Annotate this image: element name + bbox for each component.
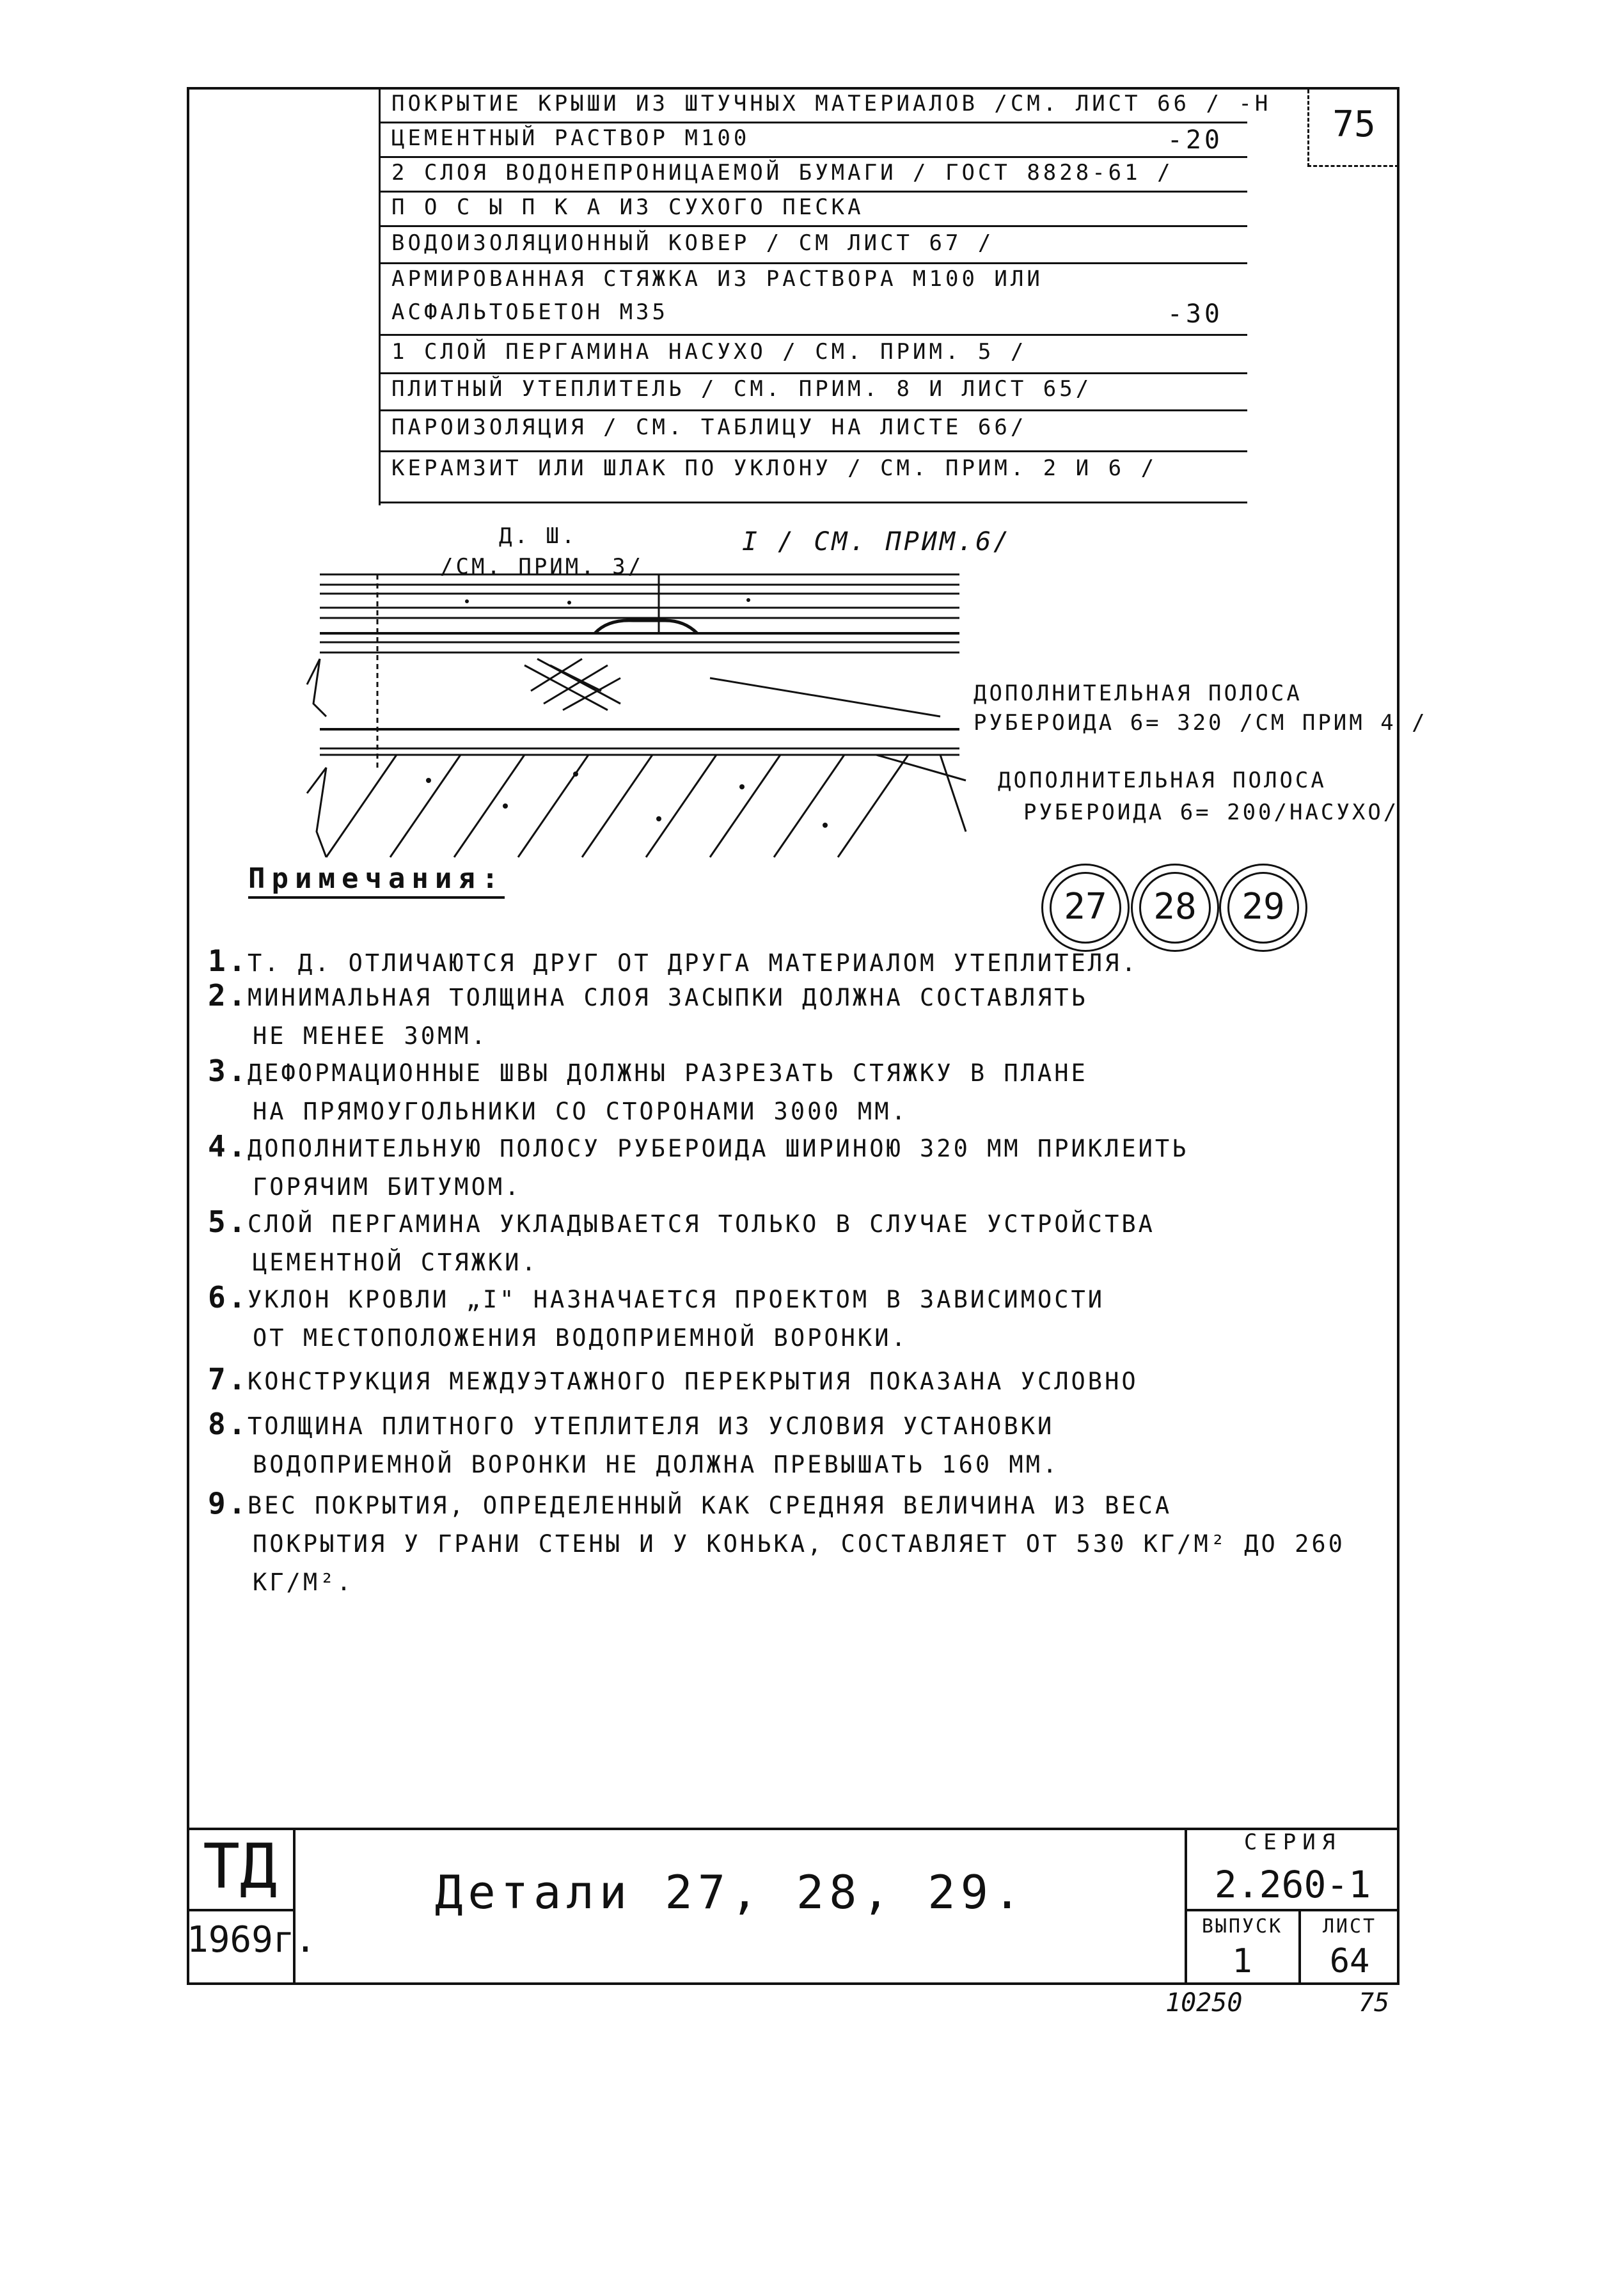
title-block-rule [1185,1909,1399,1911]
layer-item [391,415,1027,440]
layer-item [391,230,994,256]
layer-item [391,266,1043,292]
layer-thickness: -20 [1167,125,1223,155]
note-line: ОТ МЕСТОПОЛОЖЕНИЯ ВОДОПРИЕМНОЙ ВОРОНКИ. [253,1324,908,1352]
callout-strip-1-line2: РУБЕРОИДА 6= 320 /СМ ПРИМ 4 / [974,710,1428,736]
sheet-label: ЛИСТ [1322,1915,1377,1938]
layer-divider [380,450,1247,452]
detail-number: 28 [1139,872,1211,944]
note-line: КОНСТРУКЦИЯ МЕЖДУЭТАЖНОГО ПЕРЕКРЫТИЯ ПОКАЗАНА УСЛОВНО [248,1368,1139,1395]
layer-item [391,339,1027,365]
layer-item [391,299,1223,329]
layer-text: ПОКРЫТИЕ КРЫШИ ИЗ ШТУЧНЫХ МАТЕРИАЛОВ /СМ. ЛИСТ 66 / - [391,91,1255,116]
year: 1969г. [187,1919,317,1961]
layer-text: ПЛИТНЫЙ УТЕПЛИТЕЛЬ / СМ. ПРИМ. 8 И ЛИСТ 65/ [391,376,1092,402]
note-item [208,1203,1385,1282]
note-line: ТОЛЩИНА ПЛИТНОГО УТЕПЛИТЕЛЯ ИЗ УСЛОВИЯ УСТАНОВКИ [248,1412,1055,1440]
page-number: 75 [1307,90,1399,167]
label-dsh: Д. Ш. [499,523,578,549]
layer-item [391,160,1174,186]
series-value: 2.260-1 [1214,1863,1371,1906]
issue-value: 1 [1232,1942,1252,1980]
note-line: ГОРЯЧИМ БИТУМОМ. [253,1173,522,1201]
detail-number: 27 [1050,872,1121,944]
layer-text: 2 СЛОЯ ВОДОНЕПРОНИЦАЕМОЙ БУМАГИ / ГОСТ 8828-61 / [391,160,1174,186]
callout-strip-2-line2: РУБЕРОИДА 6= 200/НАСУХО/ [1023,800,1399,825]
note-item [208,1278,1385,1357]
layer-text: ВОДОИЗОЛЯЦИОННЫЙ КОВЕР / СМ ЛИСТ 67 / [391,230,995,256]
note-line: МИНИМАЛЬНАЯ ТОЛЩИНА СЛОЯ ЗАСЫПКИ ДОЛЖНА СОСТАВЛЯТЬ [248,984,1088,1011]
layer-text: ПАРОИЗОЛЯЦИЯ / СМ. ТАБЛИЦУ НА ЛИСТЕ 66/ [391,415,1027,440]
title-block-rule [187,1909,293,1911]
layer-text: КЕРАМЗИТ ИЛИ ШЛАК ПО УКЛОНУ / СМ. ПРИМ. 2 И 6 / [391,455,1158,481]
detail-number: 29 [1227,872,1299,944]
layer-text: ЦЕМЕНТНЫЙ РАСТВОР М100 [391,125,750,151]
section-svg [301,563,972,870]
label-slope: I / СМ. ПРИМ.6/ [742,527,1012,557]
note-number: 8. [208,1407,249,1441]
layer-divider [380,225,1247,227]
note-line: СЛОЙ ПЕРГАМИНА УКЛАДЫВАЕТСЯ ТОЛЬКО В СЛУЧАЕ УСТРОЙСТВА [248,1210,1155,1238]
layer-item [391,376,1092,402]
note-line: ВЕС ПОКРЫТИЯ, ОПРЕДЕЛЕННЫЙ КАК СРЕДНЯЯ ВЕЛИЧИНА ИЗ ВЕСА [248,1492,1172,1519]
layer-text: 1 СЛОЙ ПЕРГАМИНА НАСУХО / СМ. ПРИМ. 5 / [391,339,1027,365]
note-number: 9. [208,1486,249,1521]
note-number: 5. [208,1205,249,1239]
note-item [208,1405,1385,1484]
callout-strip-2-line1: ДОПОЛНИТЕЛЬНАЯ ПОЛОСА [998,768,1327,793]
callout-strip-1-line1: ДОПОЛНИТЕЛЬНАЯ ПОЛОСА [974,681,1302,706]
note-item [208,1127,1385,1206]
org-mark: ТД [203,1831,277,1902]
notes-title: Примечания: [248,862,505,899]
note-line: ДОПОЛНИТЕЛЬНУЮ ПОЛОСУ РУБЕРОИДА ШИРИНОЮ 320 ММ ПРИКЛЕИТЬ [248,1135,1189,1162]
layer-text: АСФАЛЬТОБЕТОН М35 [391,299,668,325]
title-block-divider [293,1828,296,1985]
detail-marker [1131,864,1219,952]
note-number: 1. [208,944,249,978]
layer-item [391,455,1157,481]
layer-divider [380,191,1247,193]
layer-divider [380,334,1247,336]
note-line: ДЕФОРМАЦИОННЫЕ ШВЫ ДОЛЖНЫ РАЗРЕЗАТЬ СТЯЖКУ В ПЛАНЕ [248,1059,1088,1087]
detail-marker [1041,864,1130,952]
note-number: 4. [208,1129,249,1164]
layer-divider [380,409,1247,411]
note-item [208,976,1385,1055]
layer-divider [380,262,1247,264]
issue-label: ВЫПУСК [1201,1915,1283,1938]
note-line: ВОДОПРИЕМНОЙ ВОРОНКИ НЕ ДОЛЖНА ПРЕВЫШАТЬ 160 ММ. [253,1451,1060,1478]
note-number: 2. [208,978,249,1013]
layer-text: П О С Ы П К А ИЗ СУХОГО ПЕСКА [391,194,864,220]
note-line: НА ПРЯМОУГОЛЬНИКИ СО СТОРОНАМИ 3000 ММ. [253,1098,908,1125]
note-number: 3. [208,1054,249,1088]
layer-item [391,91,1271,116]
note-line: ПОКРЫТИЯ У ГРАНИ СТЕНЫ И У КОНЬКА, СОСТАВЛЯЕТ ОТ 530 КГ/М² ДО 260 КГ/М². [253,1530,1345,1596]
note-item [208,1360,1385,1401]
layer-thickness: H [1254,91,1272,116]
layer-item [391,194,864,220]
layer-thickness: -30 [1167,299,1223,329]
layer-divider [380,156,1247,158]
note-line: Т. Д. ОТЛИЧАЮТСЯ ДРУГ ОТ ДРУГА МАТЕРИАЛОМ УТЕПЛИТЕЛЯ. [248,949,1139,977]
series-label: СЕРИЯ [1243,1830,1342,1855]
sheet-value: 64 [1329,1942,1370,1980]
layer-divider [380,502,1247,503]
layer-divider [380,372,1247,374]
sheet-title: Детали 27, 28, 29. [435,1865,1027,1919]
layer-spec-box [379,90,1248,505]
layer-text: АРМИРОВАННАЯ СТЯЖКА ИЗ РАСТВОРА М100 ИЛИ [391,266,1043,292]
note-number: 7. [208,1362,249,1396]
footer-archive-number: 10250 [1165,1988,1243,2018]
label-dsh-ref: /СМ. ПРИМ. 3/ [440,554,644,580]
footer-page-number: 75 [1359,1988,1390,2018]
note-line: УКЛОН КРОВЛИ „I" НАЗНАЧАЕТСЯ ПРОЕКТОМ В ЗАВИСИМОСТИ [248,1286,1105,1313]
note-number: 6. [208,1280,249,1315]
note-line: НЕ МЕНЕЕ 30ММ. [253,1022,488,1050]
note-line: ЦЕМЕНТНОЙ СТЯЖКИ. [253,1249,539,1276]
layer-divider [380,122,1247,123]
note-item [208,1484,1385,1602]
note-item [208,1052,1385,1131]
layer-item [391,125,1223,155]
detail-marker [1219,864,1307,952]
